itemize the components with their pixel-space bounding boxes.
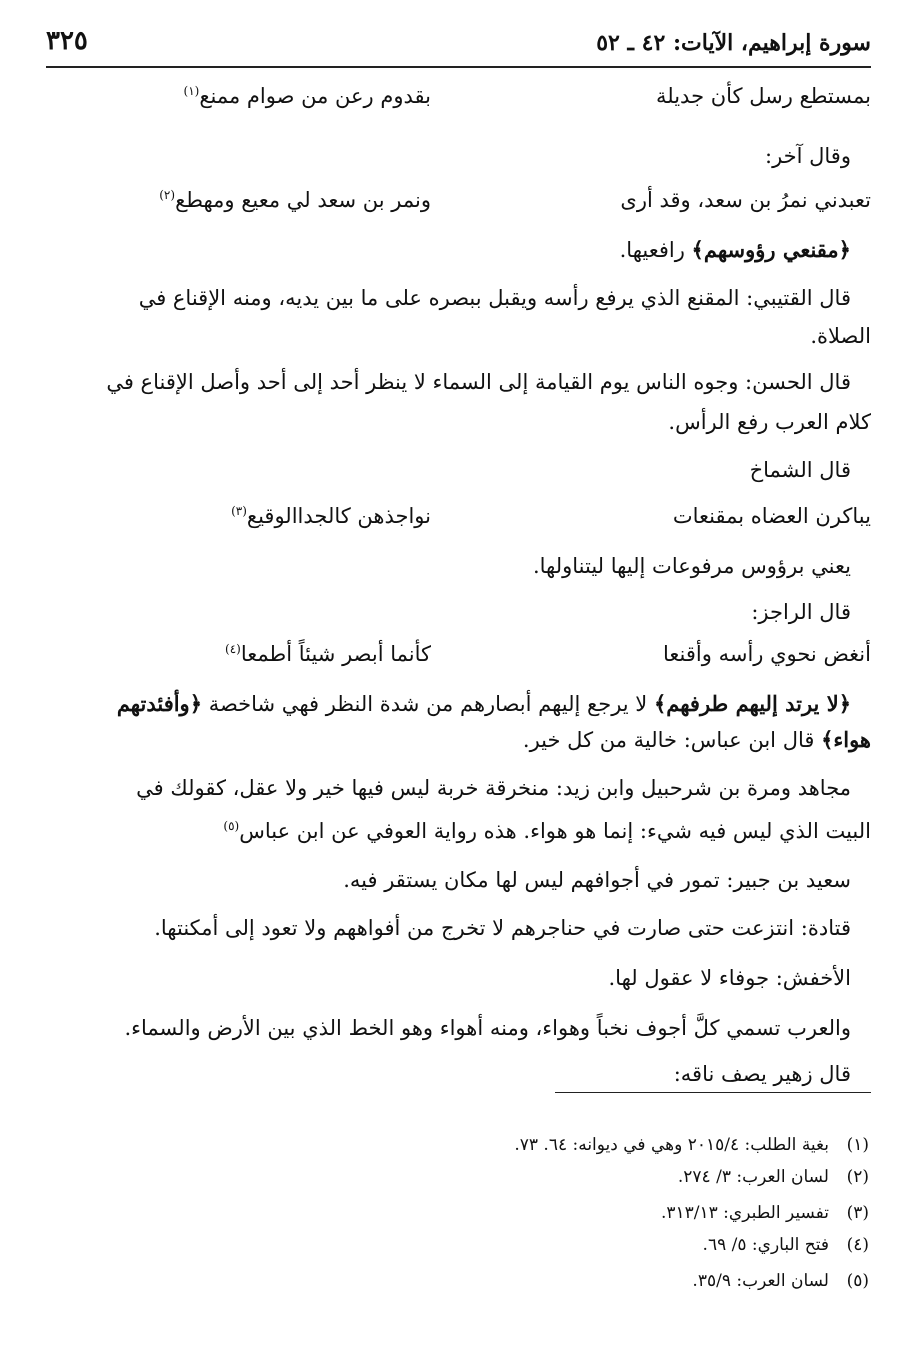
paragraph: يعني برؤوس مرفوعات إليها ليتناولها. [532,554,851,578]
paragraph: قتادة: انتزعت حتى صارت في حناجرهم لا تخرج من أفواههم ولا تعود إلى أمكنتها. [154,916,851,940]
poem-verse-1 [46,84,871,124]
paragraph: قال القتيبي: المقنع الذي يرفع رأسه ويقبل ببصره على ما بين يديه، ومنه الإقناع في [138,286,851,310]
footnote-ref: (١) [183,84,200,98]
paragraph-continuation: هواء﴾ قال ابن عباس: خالية من كل خير. [522,727,871,752]
paragraph: قال الشماخ [749,458,851,482]
verse-first-hemistich: يباكرن العضاه بمقنعات [672,504,871,528]
footnote: (١)بغية الطلب: ٢٠١٥/٤ وهي في ديوانه: ٦٤. ٧٣. [514,1135,869,1155]
footnote: (٢)لسان العرب: ٣/ ٢٧٤. [677,1167,869,1187]
footnote: (٥)لسان العرب: ٣٥/٩. [692,1271,869,1291]
quran-quote: هواء﴾ [821,727,871,752]
footnote-ref: (٣) [231,504,247,518]
paragraph-continuation: البيت الذي ليس فيه شيء: إنما هو هواء. هذه رواية العوفي عن ابن عباس$^{(٥)}$ [223,819,871,843]
poem-verse-3 [46,504,871,544]
poem-verse-2 [46,188,871,228]
footnote-separator [555,1092,871,1093]
quran-quote: ﴿لا يرتد إليهم طرفهم﴾ [653,691,851,716]
footnote: (٣)تفسير الطبري: ٣١٣/١٣. [660,1203,869,1223]
paragraph: ﴿لا يرتد إليهم طرفهم﴾ لا يرجع إليهم أبصارهم من شدة النظر فهي شاخصة ﴿وأفئدتهم [116,691,851,716]
verse-second-hemistich: بقدوم رعن من صوام ممنع$^{(١)}$ [183,84,431,108]
verse-first-hemistich: تعبدني نمرُ بن سعد، وقد أرى [620,188,871,212]
verse-second-hemistich: نواجذهن كالجداالوقيع$^{(٣)}$ [231,504,431,528]
paragraph: قال الراجز: [751,600,851,624]
footnote: (٤)فتح الباري: ٥/ ٦٩. [702,1235,869,1255]
quran-quote: ﴿وأفئدتهم [116,691,203,716]
verse-second-hemistich: ونمر بن سعد لي معيع ومهطع$^{(٢)}$ [159,188,431,212]
paragraph: مجاهد ومرة بن شرحبيل وابن زيد: منخرقة خربة ليس فيها خير ولا عقل، كقولك في [136,776,851,800]
paragraph-continuation: الصلاة. [810,324,871,348]
paragraph: قال الحسن: وجوه الناس يوم القيامة إلى السماء لا ينظر أحد إلى أحد وأصل الإقناع في [106,370,851,394]
verse-first-hemistich: بمستطع رسل كأن جديلة [655,84,871,108]
paragraph: ﴿مقنعي رؤوسهم﴾ رافعيها. [619,237,851,262]
footnote-ref: (٤) [225,642,241,656]
footnote-ref: (٥) [223,819,240,833]
verse-first-hemistich: أنغض نحوي رأسه وأقنعا [663,642,871,666]
page-number: ٣٢٥ [46,26,88,56]
paragraph: وقال آخر: [765,144,851,168]
paragraph: قال زهير يصف ناقه: [673,1062,851,1086]
page-header [46,26,871,68]
paragraph-continuation: كلام العرب رفع الرأس. [668,410,871,434]
paragraph: سعيد بن جبير: تمور في أجوافهم ليس لها مكان يستقر فيه. [343,868,851,892]
paragraph: الأخفش: جوفاء لا عقول لها. [608,966,851,990]
verse-second-hemistich: كأنما أبصر شيئاً أطمعا$^{(٤)}$ [225,642,431,666]
paragraph: والعرب تسمي كلَّ أجوف نخباً وهواء، ومنه أهواء وهو الخط الذي بين الأرض والسماء. [124,1016,851,1040]
running-title: سورة إبراهيم، الآيات: ٤٢ ـ ٥٢ [596,30,871,56]
footnote-ref: (٢) [159,188,176,202]
quran-quote: ﴿مقنعي رؤوسهم﴾ [691,237,851,262]
poem-verse-4 [46,642,871,682]
